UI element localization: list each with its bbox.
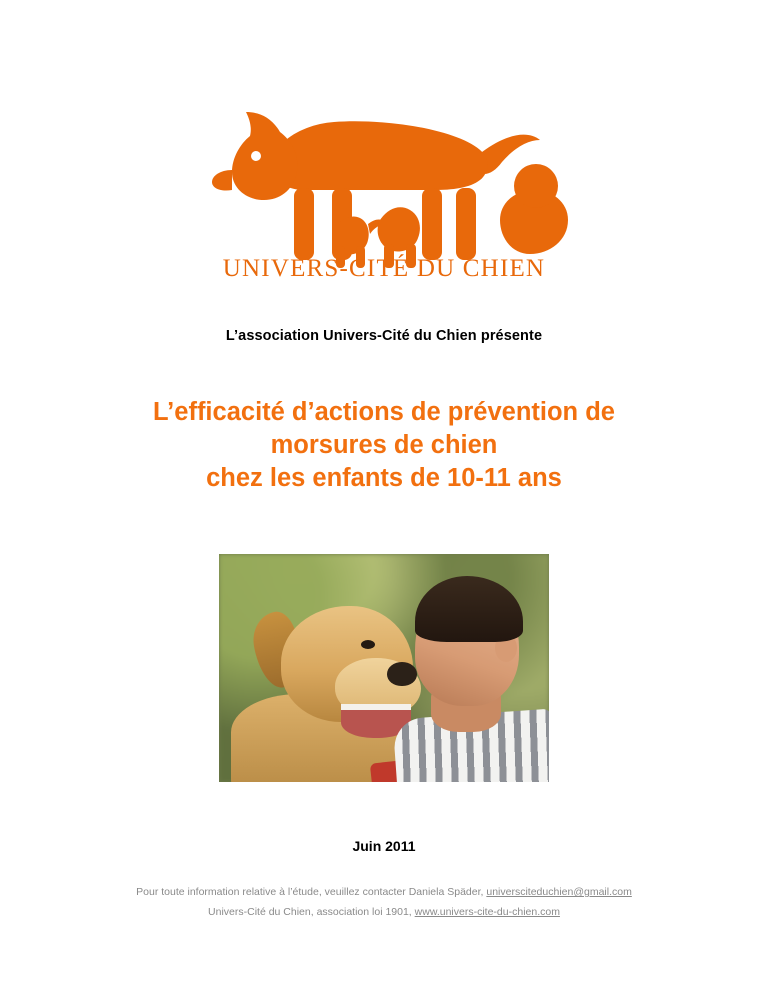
boy-and-dog-photo (219, 554, 549, 782)
footer-contact-line (0, 882, 768, 902)
organization-logo (184, 78, 584, 286)
cover-photo (219, 554, 549, 782)
publication-date: Juin 2011 (352, 838, 416, 855)
page-title-line-3: chez les enfants de 10-11 ans (206, 464, 562, 492)
footer-association-line (0, 902, 768, 922)
svg-text:UNIVERS-CITÉ DU CHIEN: UNIVERS-CITÉ DU CHIEN (222, 255, 546, 282)
footer-contact-text: Pour toute information relative à l’étude, veuillez contacter Daniela Späder, (136, 886, 484, 898)
page-title-line-1: L’efficacité d’actions de prévention de (153, 398, 615, 426)
footer-association-text: Univers-Cité du Chien, association loi 1901, (208, 906, 412, 918)
page-title (74, 396, 694, 495)
page-title-line-2: morsures de chien (270, 431, 498, 459)
association-presents-line: L’association Univers-Cité du Chien présente (225, 328, 543, 344)
photo-dog-eye (361, 640, 375, 649)
footer-email-link[interactable]: universciteduchien@gmail.com (486, 886, 632, 898)
page-footer (0, 882, 768, 922)
footer-website-link[interactable]: www.univers-cite-du-chien.com (414, 906, 560, 918)
dog-family-logo-icon (184, 78, 584, 286)
photo-dog-nose (387, 662, 417, 686)
